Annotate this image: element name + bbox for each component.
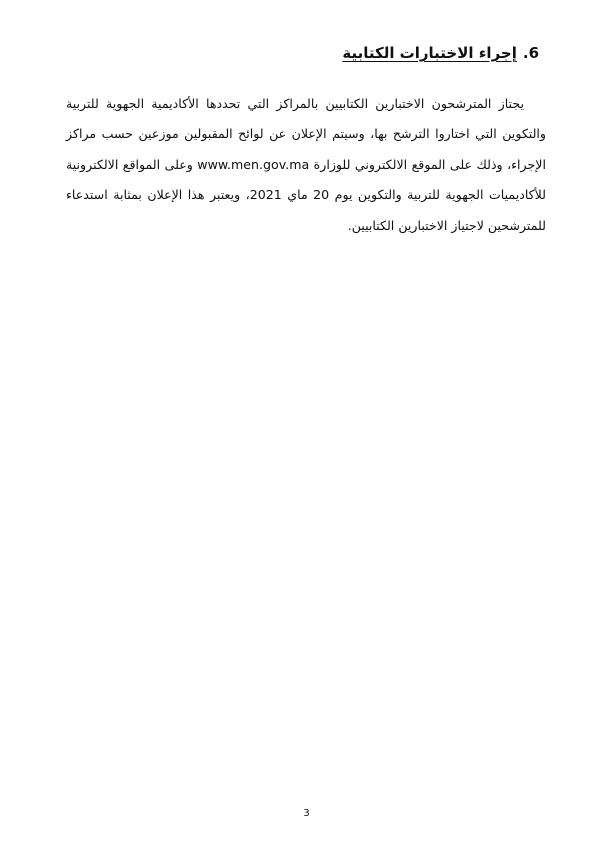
paragraph-text-part-2: وعلى المواقع الالكترونية للأكاديميات الجهوية للتربية والتكوين يوم 20 ماي 2021، ويعتبر هذا الإعلان بمثابة استدعاء للمترشحين لاجتياز الاختبارين الكتابيين. (66, 156, 546, 233)
section-paragraph (66, 89, 546, 242)
paragraph-text-part-1: يجتاز المترشحون الاختبارين الكتابيين بالمراكز التي تحددها الأكاديمية الجهوية للتربية والتكوين التي اختاروا الترشح بها، وسيتم الإعلان عن لوائح المقبولين موزعين حسب مراكز الإجراء، وذلك على الموقع الالكتروني للوزارة (66, 95, 546, 172)
ministry-website-url: www.men.gov.ma (197, 156, 310, 172)
section-title: إجراء الاختبارات الكتابية (342, 44, 517, 62)
section-number: 6. (522, 44, 539, 62)
section-heading (342, 44, 539, 62)
page-number: 3 (303, 808, 310, 819)
